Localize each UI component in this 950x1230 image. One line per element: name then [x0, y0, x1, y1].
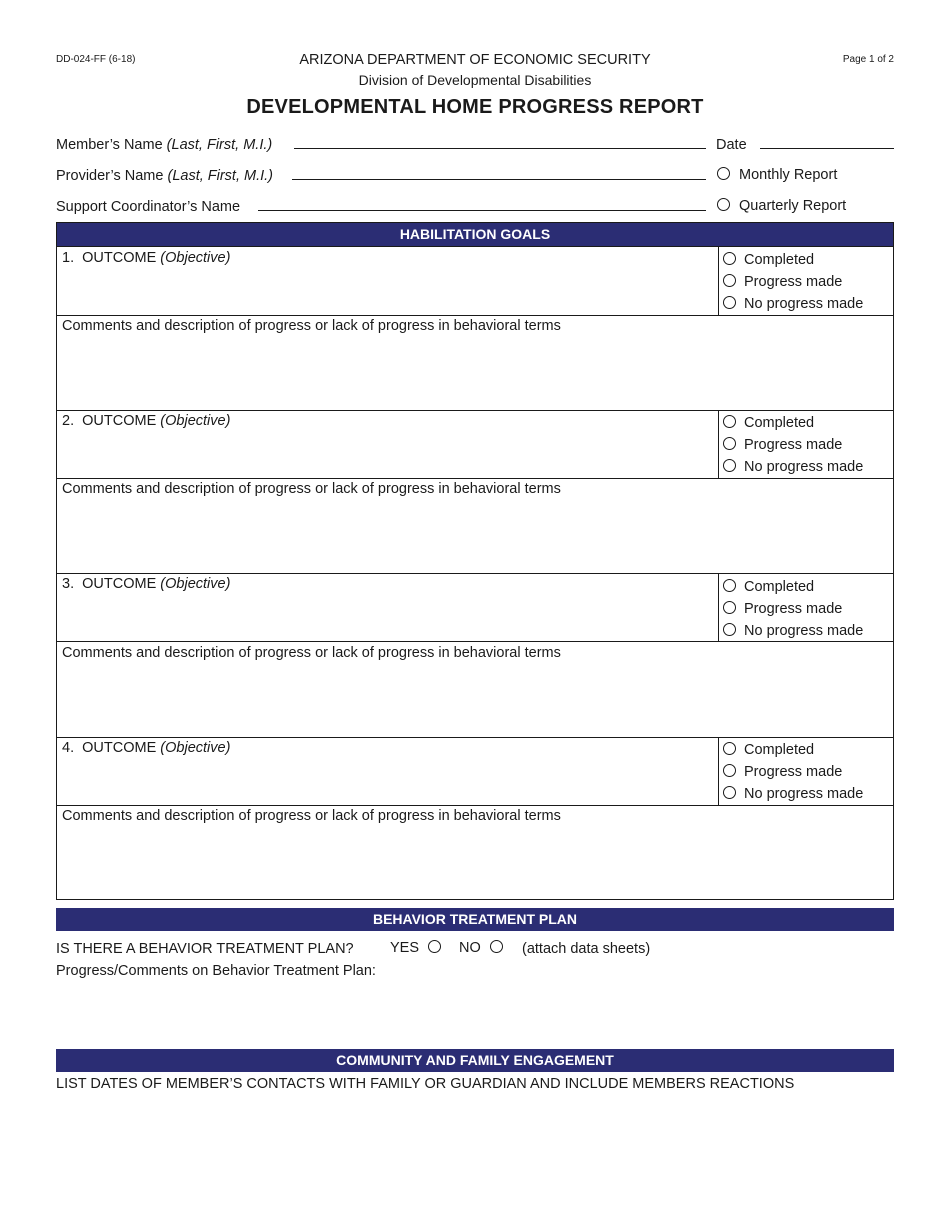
outcome-4-completed-radio[interactable] — [723, 742, 736, 755]
outcome-1-completed-radio[interactable] — [723, 252, 736, 265]
provider-name-label: Provider’s Name (Last, First, M.I.) — [56, 168, 274, 184]
behavior-plan-yes-radio[interactable] — [428, 940, 441, 953]
monthly-report-label: Monthly Report — [739, 167, 838, 183]
monthly-report-radio[interactable] — [717, 167, 730, 180]
outcome-1-status — [723, 249, 863, 315]
member-name-label: Member’s Name (Last, First, M.I.) — [56, 137, 273, 153]
agency-name: ARIZONA DEPARTMENT OF ECONOMIC SECURITY — [299, 52, 651, 68]
behavior-plan-no-label: NO — [459, 940, 481, 956]
outcome-3-comment-label: Comments and description of progress or lack of progress in behavioral terms — [62, 645, 561, 661]
outcome-1-no-progress-option[interactable]: No progress made — [723, 293, 863, 315]
page-title: DEVELOPMENTAL HOME PROGRESS REPORT — [246, 96, 704, 118]
behavior-plan-yes-label: YES — [390, 940, 420, 956]
outcome-4-completed-option[interactable]: Completed — [723, 739, 863, 761]
outcome-2-label: 2. OUTCOME (Objective) — [62, 413, 231, 429]
behavior-plan-no-option[interactable] — [459, 940, 503, 956]
outcome-4-status — [723, 739, 863, 805]
monthly-report-option[interactable] — [717, 167, 837, 183]
member-name-field[interactable] — [294, 148, 706, 149]
outcome-4-no-progress-radio[interactable] — [723, 786, 736, 799]
community-engagement-header: COMMUNITY AND FAMILY ENGAGEMENT — [56, 1049, 894, 1072]
outcome-1-progress-option[interactable]: Progress made — [723, 271, 863, 293]
outcome-2-comment-label: Comments and description of progress or lack of progress in behavioral terms — [62, 481, 561, 497]
support-coordinator-label: Support Coordinator’s Name — [56, 199, 241, 215]
habilitation-goals-table — [56, 222, 894, 900]
behavior-plan-question: IS THERE A BEHAVIOR TREATMENT PLAN? — [56, 941, 354, 957]
outcome-3-no-progress-option[interactable]: No progress made — [723, 620, 863, 642]
provider-name-field[interactable] — [292, 179, 706, 180]
outcome-3-label: 3. OUTCOME (Objective) — [62, 576, 231, 592]
outcome-3-completed-radio[interactable] — [723, 579, 736, 592]
outcome-3-no-progress-radio[interactable] — [723, 623, 736, 636]
behavior-plan-no-radio[interactable] — [490, 940, 503, 953]
support-coordinator-field[interactable] — [258, 210, 706, 211]
outcome-1-label: 1. OUTCOME (Objective) — [62, 250, 231, 266]
date-field[interactable] — [760, 148, 894, 149]
outcome-3-progress-radio[interactable] — [723, 601, 736, 614]
outcome-2-status — [723, 412, 863, 478]
outcome-4-comment-label: Comments and description of progress or lack of progress in behavioral terms — [62, 808, 561, 824]
outcome-1-progress-radio[interactable] — [723, 274, 736, 287]
habilitation-goals-header: HABILITATION GOALS — [57, 223, 893, 246]
behavior-plan-yes-option[interactable] — [390, 940, 441, 956]
outcome-2-progress-option[interactable]: Progress made — [723, 434, 863, 456]
division-name: Division of Developmental Disabilities — [358, 72, 592, 88]
outcome-3-progress-option[interactable]: Progress made — [723, 598, 863, 620]
quarterly-report-label: Quarterly Report — [739, 198, 847, 214]
behavior-progress-label: Progress/Comments on Behavior Treatment Plan: — [56, 963, 376, 979]
outcome-2-completed-radio[interactable] — [723, 415, 736, 428]
outcome-2-progress-radio[interactable] — [723, 437, 736, 450]
attach-data-note: (attach data sheets) — [522, 941, 651, 957]
outcome-1-no-progress-radio[interactable] — [723, 296, 736, 309]
community-engagement-instruction: LIST DATES OF MEMBER’S CONTACTS WITH FAMILY OR GUARDIAN AND INCLUDE MEMBERS REACTIONS — [56, 1076, 795, 1092]
date-label: Date — [716, 137, 747, 153]
page-indicator: Page 1 of 2 — [842, 54, 894, 65]
quarterly-report-radio[interactable] — [717, 198, 730, 211]
outcome-2-no-progress-option[interactable]: No progress made — [723, 456, 863, 478]
behavior-treatment-header: BEHAVIOR TREATMENT PLAN — [56, 908, 894, 931]
quarterly-report-option[interactable] — [717, 198, 846, 214]
outcome-4-progress-option[interactable]: Progress made — [723, 761, 863, 783]
outcome-4-label: 4. OUTCOME (Objective) — [62, 740, 231, 756]
outcome-2-no-progress-radio[interactable] — [723, 459, 736, 472]
outcome-3-status — [723, 576, 863, 642]
outcome-4-progress-radio[interactable] — [723, 764, 736, 777]
form-number: DD-024-FF (6-18) — [56, 54, 136, 65]
outcome-3-completed-option[interactable]: Completed — [723, 576, 863, 598]
outcome-1-comment-label: Comments and description of progress or lack of progress in behavioral terms — [62, 318, 561, 334]
outcome-1-completed-option[interactable]: Completed — [723, 249, 863, 271]
outcome-4-no-progress-option[interactable]: No progress made — [723, 783, 863, 805]
outcome-2-completed-option[interactable]: Completed — [723, 412, 863, 434]
